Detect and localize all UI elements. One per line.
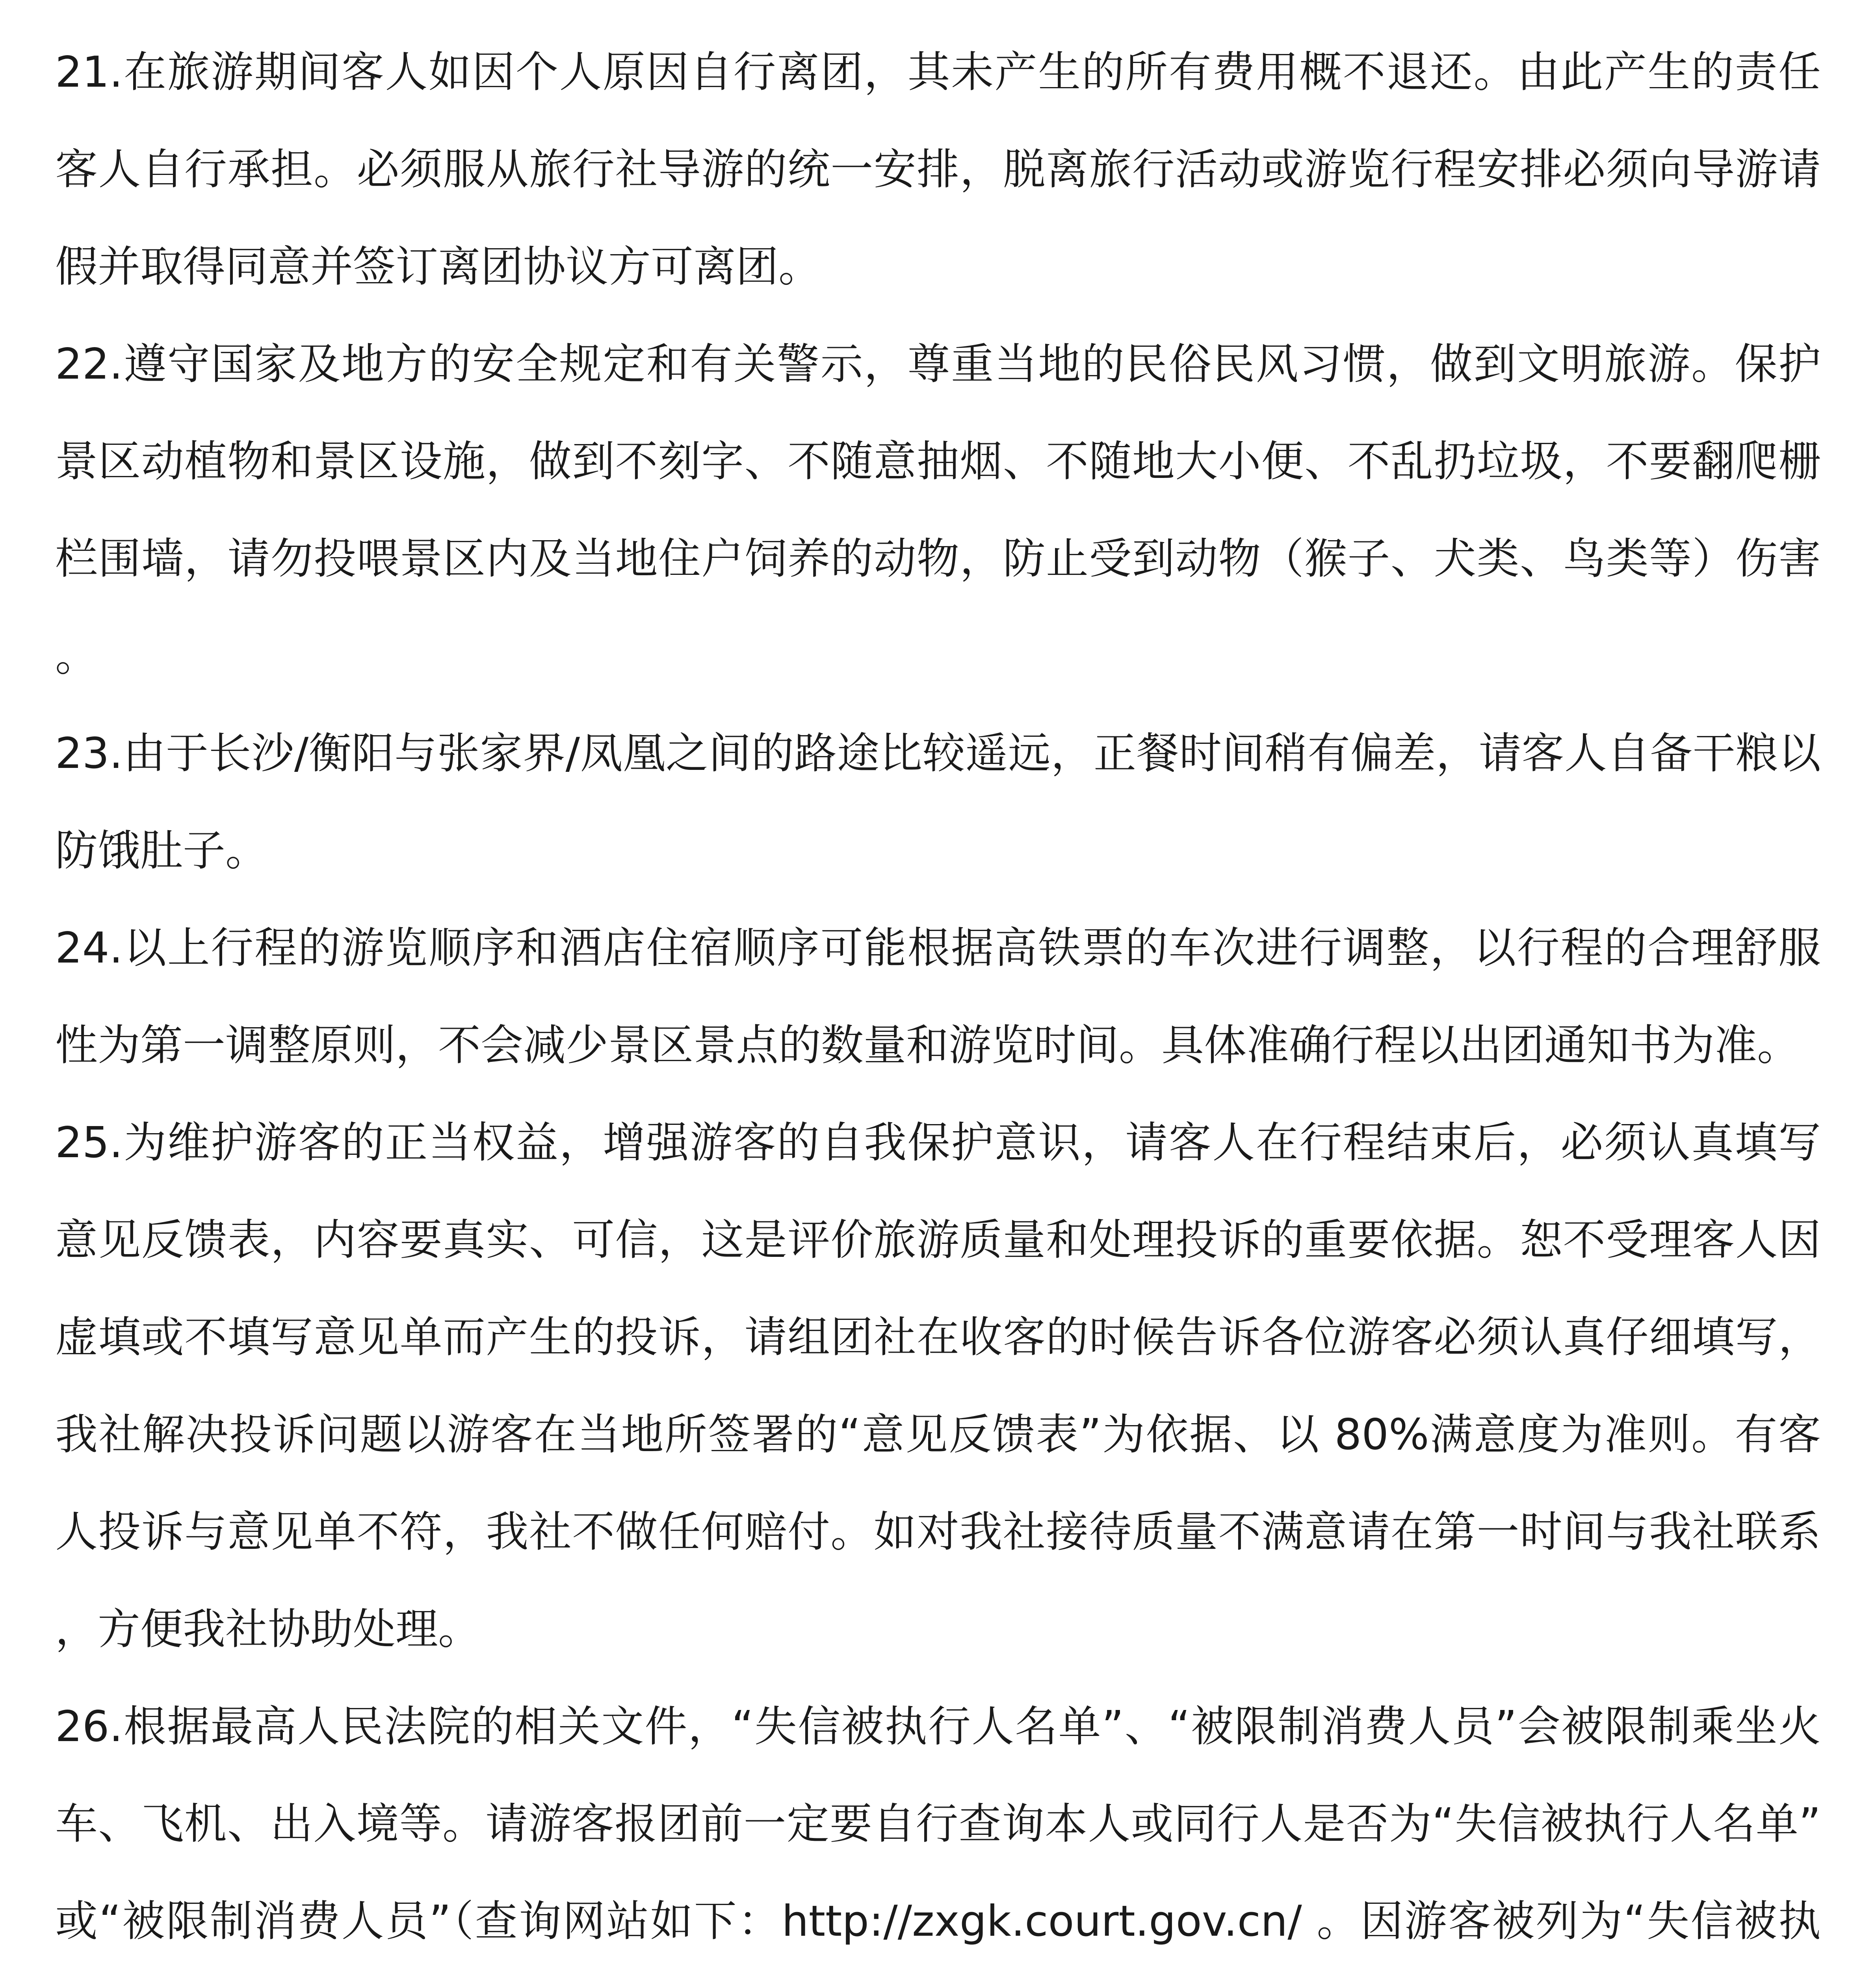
clause-25: 25.为维护游客的正当权益，增强游客的自我保护意识，请客人在行程结束后，必须认真填写意见反馈表，内容要真实、可信，这是评价旅游质量和处理投诉的重要依据。恕不受理客人因虚填或不填写意见单而产生的投诉，请组团社在收客的时候告诉各位游客必须认真仔细填写，我社解决投诉问题以游客在当地所签署的“意见反馈表”为依据、以 80%满意度为准则。有客人投诉与意见单不符，我社不做任何赔付。如对我社接待质量不满意请在第一时间与我社联系，方便我社协助处理。 <box>55 1118 1821 1654</box>
document-page <box>55 24 1821 1970</box>
clause-24: 24.以上行程的游览顺序和酒店住宿顺序可能根据高铁票的车次进行调整，以行程的合理舒服性为第一调整原则，不会减少景区景点的数量和游览时间。具体准确行程以出团通知书为准。 <box>55 924 1821 1070</box>
clause-26: 26.根据最高人民法院的相关文件，“失信被执行人名单”、“被限制消费人员”会被限制乘坐火车、飞机、出入境等。请游客报团前一定要自行查询本人或同行人是否为“失信被执行人名单”或“被限制消费人员”（查询网站如下：http://zxgk.court.gov.cn/ 。因游客被列为“失信被执 <box>55 1702 1821 1946</box>
clause-21: 21.在旅游期间客人如因个人原因自行离团，其未产生的所有费用概不退还。由此产生的责任客人自行承担。必须服从旅行社导游的统一安排，脱离旅行活动或游览行程安排必须向导游请假并取得同意并签订离团协议方可离团。 <box>55 48 1821 292</box>
clause-22: 22.遵守国家及地方的安全规定和有关警示，尊重当地的民俗民风习惯，做到文明旅游。保护景区动植物和景区设施，做到不刻字、不随意抽烟、不随地大小便、不乱扔垃圾，不要翻爬栅栏围墙，请勿投喂景区内及当地住户饲养的动物，防止受到动物（猴子、犬类、鸟类等）伤害。 <box>55 340 1821 681</box>
clause-list <box>55 24 1821 1970</box>
clause-23: 23.由于长沙/衡阳与张家界/凤凰之间的路途比较遥远，正餐时间稍有偏差，请客人自备干粮以防饿肚子。 <box>55 729 1821 875</box>
